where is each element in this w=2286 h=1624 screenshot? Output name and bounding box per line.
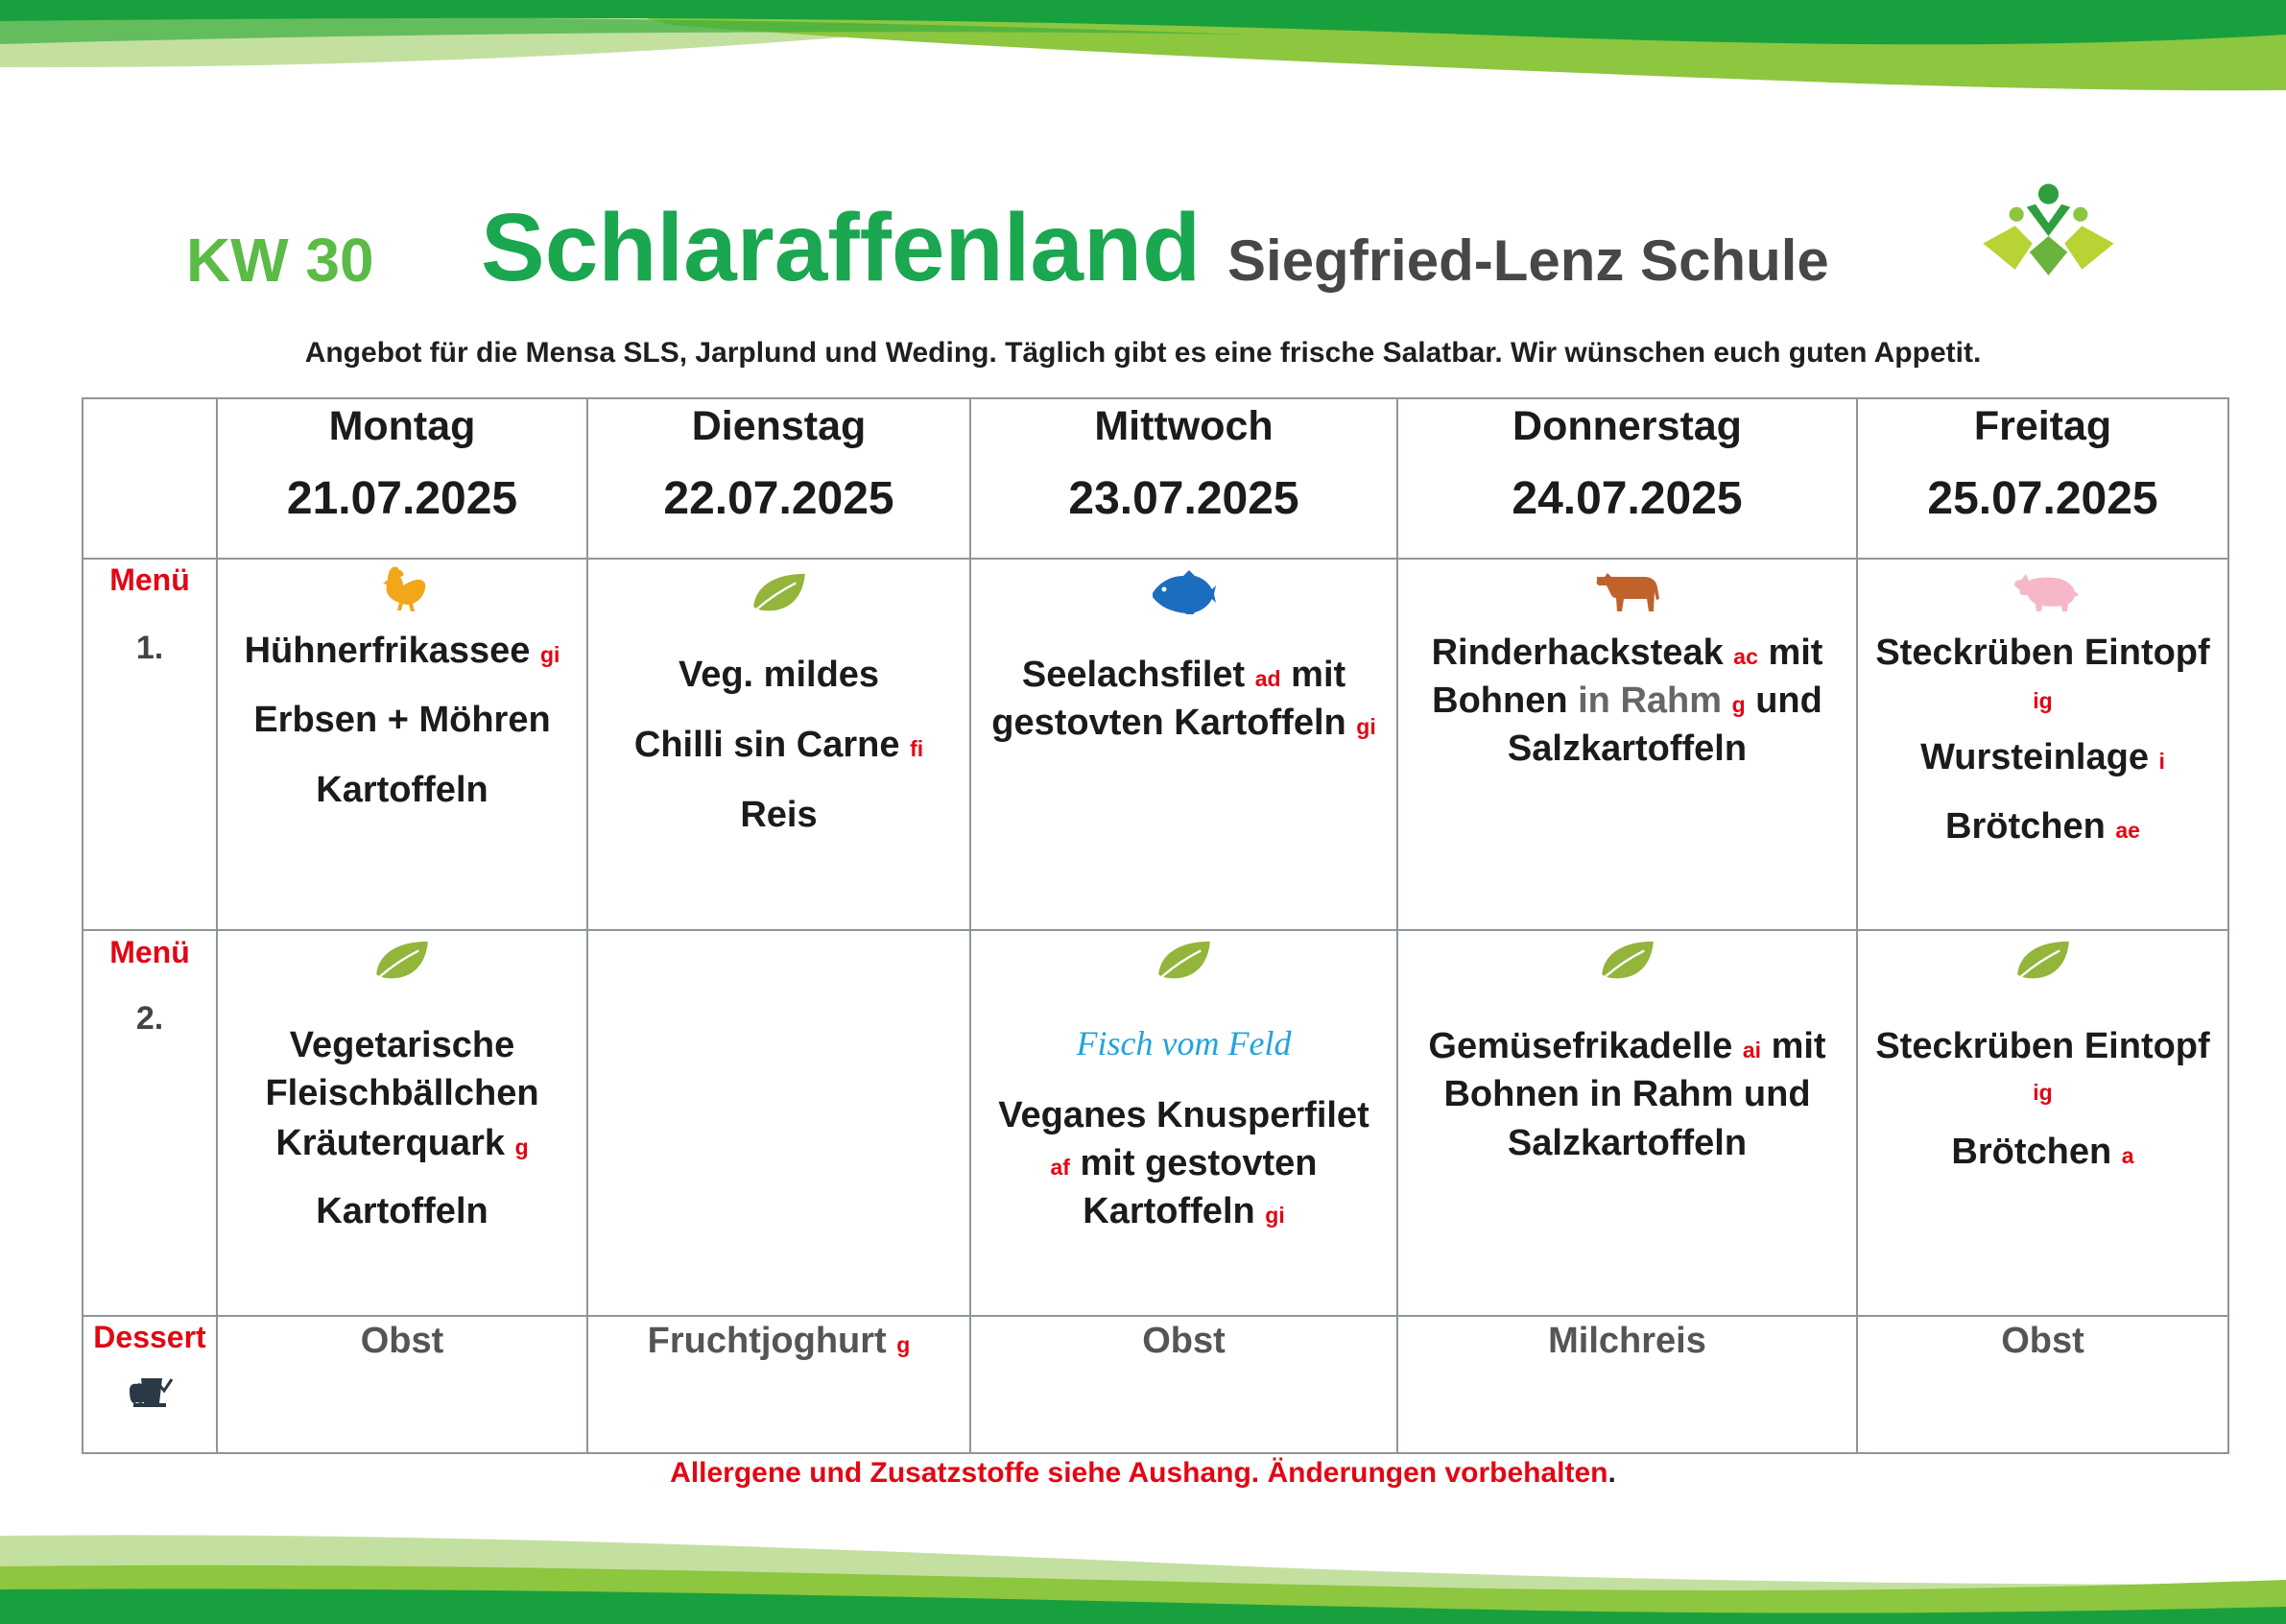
dish-text: Rinderhacksteak: [1431, 633, 1724, 673]
dish-line: Salzkartoffeln: [1507, 728, 1748, 769]
allergen-code: ad: [1254, 666, 1281, 691]
allergen-code: g: [1731, 692, 1746, 717]
allergen-code: ig: [2033, 688, 2053, 713]
dish-text: Kartoffeln: [1083, 1191, 1255, 1231]
week-number: KW 30: [186, 226, 374, 295]
dish-line: [971, 1187, 1396, 1239]
dish-note: in Rahm: [1578, 681, 1723, 721]
dish-line: Kartoffeln: [316, 1191, 488, 1231]
dish-text: mit: [1771, 1026, 1826, 1066]
day-name: Freitag: [1973, 403, 2112, 449]
row-label-menu-2: [83, 931, 218, 1317]
day-date: 25.07.2025: [1927, 473, 2158, 524]
allergen-code: ig: [2033, 1080, 2053, 1105]
dish-text: mit: [1768, 633, 1823, 673]
dish-line: Kartoffeln: [316, 770, 488, 810]
header-cell-freitag: [1858, 399, 2229, 560]
dish-text: Brötchen: [1951, 1132, 2112, 1172]
leaf-icon: [1155, 938, 1214, 982]
header-cell-donnerstag: [1398, 399, 1858, 560]
logo-icon: [1980, 182, 2117, 284]
dessert-text: Obst: [2001, 1321, 2084, 1361]
dish-line: Salzkartoffeln: [1507, 1123, 1748, 1163]
menu-label: Menü: [109, 935, 190, 969]
fish-icon: [1151, 568, 1218, 614]
dish-text: Chilli sin Carne: [633, 725, 900, 765]
allergen-code: gi: [1265, 1203, 1285, 1228]
dish-text: gestovten Kartoffeln: [991, 703, 1346, 743]
dish-line: [971, 699, 1396, 751]
dish-line: Fleischbällchen: [265, 1073, 539, 1113]
dish-text: Gemüsefrikadelle: [1428, 1026, 1733, 1066]
school-name: Siegfried-Lenz Schule: [1227, 228, 1829, 293]
menu2-mittwoch: [971, 931, 1398, 1317]
dish-text: und: [1755, 681, 1822, 721]
dish-text: mit: [1291, 655, 1346, 695]
dessert-montag: [218, 1317, 588, 1454]
leaf-icon: [1598, 938, 1657, 982]
menu1-mittwoch: [971, 560, 1398, 931]
allergen-code: af: [1050, 1155, 1070, 1180]
dish-line: [1858, 733, 2227, 785]
dish-text: Bohnen: [1432, 681, 1568, 721]
header-cell-montag: [218, 399, 588, 560]
dish-line: [1858, 1128, 2227, 1180]
dish-line: [1858, 673, 2227, 725]
chicken-icon: [373, 563, 431, 617]
footer-period: .: [1607, 1457, 1616, 1489]
menu1-donnerstag: [1398, 560, 1858, 931]
day-name: Mittwoch: [1094, 403, 1274, 449]
leaf-icon: [372, 938, 432, 982]
dish-line: [218, 627, 586, 679]
dessert-text: Milchreis: [1548, 1321, 1706, 1361]
dish-text: mit gestovten: [1080, 1143, 1318, 1183]
dessert-text: Obst: [1142, 1321, 1226, 1361]
dish-line: Erbsen + Möhren: [253, 700, 551, 740]
dessert-line: [588, 1317, 969, 1369]
dish-line: Veganes Knusperfilet: [998, 1095, 1369, 1135]
allergen-code: gi: [539, 642, 560, 667]
menu1-freitag: [1858, 560, 2229, 931]
dish-line: [971, 1139, 1396, 1191]
dish-line: [218, 1119, 586, 1171]
dessert-icon: [126, 1369, 174, 1411]
row-label-dessert: [83, 1317, 218, 1454]
day-date: 22.07.2025: [663, 473, 894, 524]
dish-line: [1398, 629, 1856, 681]
day-name: Dienstag: [691, 403, 867, 449]
corner-cell: [83, 399, 218, 560]
day-date: 24.07.2025: [1512, 473, 1743, 524]
menu-table: [82, 397, 2229, 1454]
dish-line: [1398, 677, 1856, 728]
subtitle: Angebot für die Mensa SLS, Jarplund und Weding. Täglich gibt es eine frische Salatbar. Wir wünschen euch guten Appetit.: [304, 337, 1982, 369]
day-date: 23.07.2025: [1068, 473, 1299, 524]
dish-line: Steckrüben Eintopf: [1875, 1026, 2210, 1066]
allergen-code: ae: [2115, 818, 2140, 843]
day-name: Montag: [328, 403, 476, 449]
header-cell-dienstag: [588, 399, 971, 560]
dessert-donnerstag: [1398, 1317, 1858, 1454]
dish-line: Vegetarische: [289, 1025, 515, 1065]
dessert-text: Fruchtjoghurt: [647, 1321, 887, 1361]
dish-line: Bohnen in Rahm und: [1443, 1074, 1811, 1114]
dessert-dienstag: [588, 1317, 971, 1454]
menu-label: Menü: [109, 562, 190, 597]
allergen-code: ai: [1742, 1038, 1761, 1063]
day-date: 21.07.2025: [286, 473, 518, 524]
dish-text: Seelachsfilet: [1021, 655, 1246, 695]
row-label-menu-1: [83, 560, 218, 931]
allergen-footer: [0, 1454, 2286, 1493]
dish-line: Reis: [740, 795, 818, 835]
dish-line: [971, 651, 1396, 703]
menu1-montag: [218, 560, 588, 931]
dish-text: Wursteinlage: [1920, 737, 2149, 777]
dish-line: [1858, 802, 2227, 854]
dish-text: Hühnerfrikassee: [244, 631, 531, 671]
brand-title: Schlaraffenland: [481, 194, 1202, 301]
header-cell-mittwoch: [971, 399, 1398, 560]
allergen-code: g: [514, 1134, 529, 1159]
dish-line: [1858, 1064, 2227, 1116]
dish-text: Kräuterquark: [275, 1123, 505, 1163]
footer-text: Allergene und Zusatzstoffe siehe Aushang. Änderungen vorbehalten: [670, 1457, 1608, 1489]
dish-line: [588, 721, 969, 773]
dessert-freitag: [1858, 1317, 2229, 1454]
dessert-mittwoch: [971, 1317, 1398, 1454]
dish-line: Steckrüben Eintopf: [1875, 633, 2210, 673]
top-wave: [0, 0, 2286, 96]
pig-icon: [2007, 570, 2080, 612]
dish-line: [1398, 1022, 1856, 1074]
cow-icon: [1591, 569, 1664, 613]
allergen-code: i: [2158, 749, 2165, 774]
menu2-donnerstag: [1398, 931, 1858, 1317]
dessert-text: Obst: [360, 1321, 444, 1361]
menu1-dienstag: [588, 560, 971, 931]
dish-tagline: Fisch vom Feld: [1076, 1024, 1292, 1063]
leaf-icon: [750, 570, 809, 614]
allergen-code: gi: [1356, 714, 1376, 739]
dish-line: Veg. mildes: [678, 655, 880, 695]
allergen-code: fi: [910, 736, 924, 761]
dessert-label: Dessert: [93, 1320, 206, 1354]
bottom-wave: [0, 1528, 2286, 1624]
day-name: Donnerstag: [1512, 403, 1742, 449]
menu2-freitag: [1858, 931, 2229, 1317]
menu2-dienstag: [588, 931, 971, 1317]
allergen-code: a: [2121, 1143, 2134, 1168]
allergen-code: g: [896, 1332, 911, 1357]
dish-text: Brötchen: [1945, 806, 2106, 847]
leaf-icon: [2013, 938, 2073, 982]
allergen-code: ac: [1733, 644, 1758, 669]
menu-number: 2.: [135, 1000, 164, 1037]
menu-number: 1.: [135, 630, 164, 666]
menu2-montag: [218, 931, 588, 1317]
